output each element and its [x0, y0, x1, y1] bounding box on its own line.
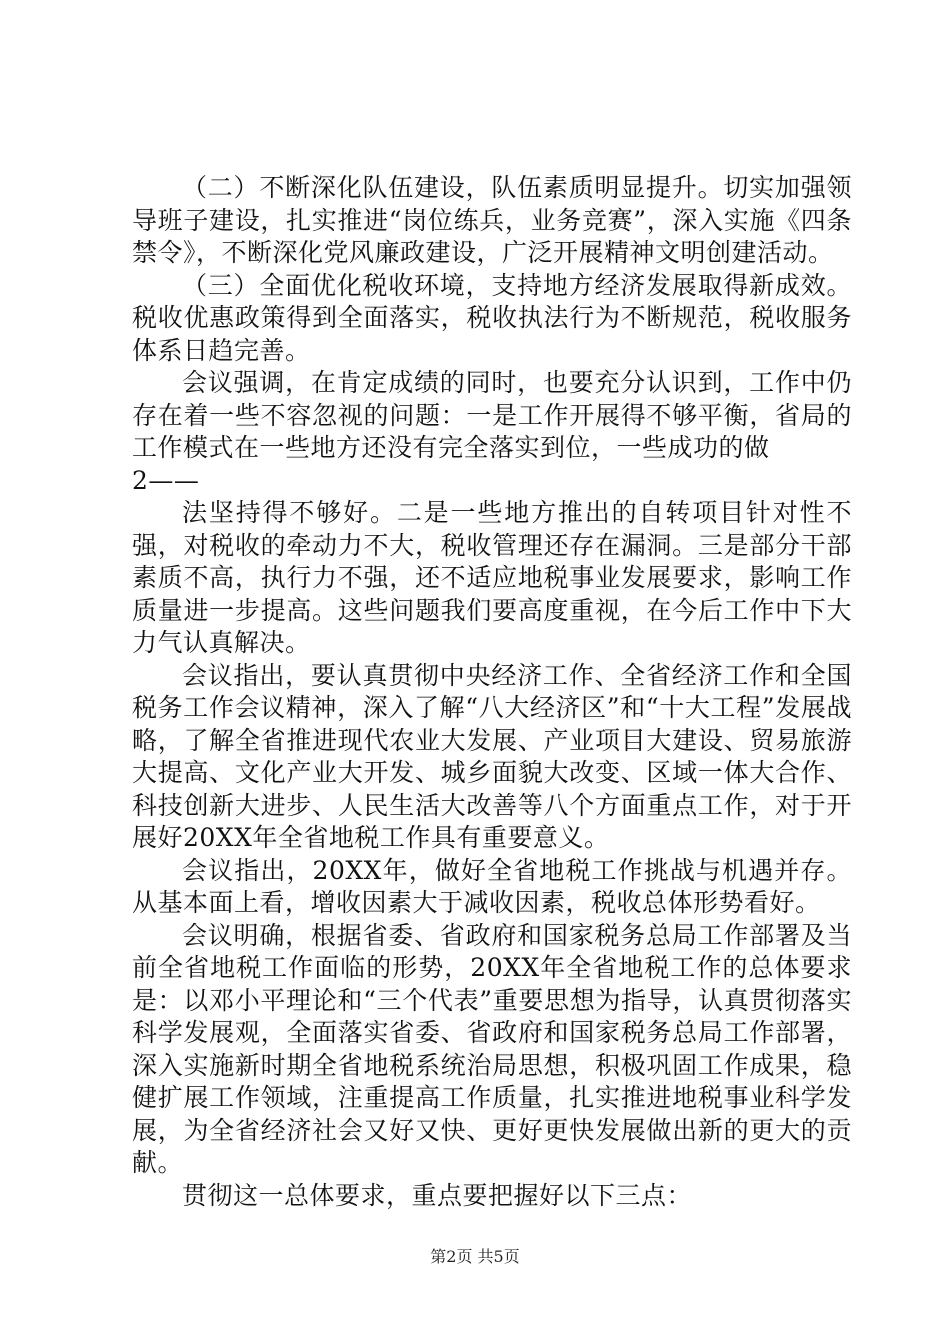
paragraph-overall-requirements: 会议明确，根据省委、省政府和国家税务总局工作部署及当前全省地税工作面临的形势，20XX年全省地税工作的总体要求是：以邓小平理论和“三个代表”重要思想为指导，认真贯彻落实科学发展观，全面落实省委、省政府和国家税务总局工作部署，深入实施新时期全省地税系统治局思想，积极巩固工作成果，稳健扩展工作领域，注重提高工作质量，扎实推进地税事业科学发展，为全省经济社会又好又快、更好更快发展做出新的更大的贡献。 — [132, 920, 852, 1177]
page-footer: 第2页 共5页 — [430, 1247, 520, 1266]
paragraph-tax-environment: （三）全面优化税收环境，支持地方经济发展取得新成效。税收优惠政策得到全面落实，税收执法行为不断规范，税收服务体系日趋完善。 — [132, 270, 852, 365]
inline-page-marker: 2—— — [132, 465, 200, 495]
paragraph-meeting-pointed-out-2: 会议指出，20XX年，做好全省地税工作挑战与机遇并存。从基本面上看，增收因素大于减收因素，税收总体形势看好。 — [132, 855, 852, 917]
paragraph-meeting-emphasis: 会议强调，在肯定成绩的同时，也要充分认识到，工作中仍存在着一些不容忽视的问题：一是工作开展得不够平衡，省局的工作模式在一些地方还没有完全落实到位，一些成功的做 — [132, 368, 852, 462]
paragraph-meeting-pointed-out-1: 会议指出，要认真贯彻中央经济工作、全省经济工作和全国税务工作会议精神，深入了解“八大经济区”和“十大工程”发展战略，了解全省推进现代农业大发展、产业项目大建设、贸易旅游大提高、文化产业大开发、城乡面貌大改变、区域一体大合作、科技创新大进步、人民生活大改善等八个方面重点工作，对于开展好20XX年全省地税工作具有重要意义。 — [132, 660, 852, 852]
paragraph-team-building: （二）不断深化队伍建设，队伍素质明显提升。切实加强领导班子建设，扎实推进“岗位练兵，业务竞赛”，深入实施《四条禁令》，不断深化党风廉政建设，广泛开展精神文明创建活动。 — [132, 173, 852, 267]
document-body — [132, 172, 852, 1212]
paragraph-key-points-intro: 贯彻这一总体要求，重点要把握好以下三点： — [182, 1180, 693, 1210]
paragraph-problems: 法坚持得不够好。二是一些地方推出的自转项目针对性不强，对税收的牵动力不大，税收管理还存在漏洞。三是部分干部素质不高，执行力不强，还不适应地税事业发展要求，影响工作质量进一步提高。这些问题我们要高度重视，在今后工作中下大力气认真解决。 — [132, 498, 852, 657]
